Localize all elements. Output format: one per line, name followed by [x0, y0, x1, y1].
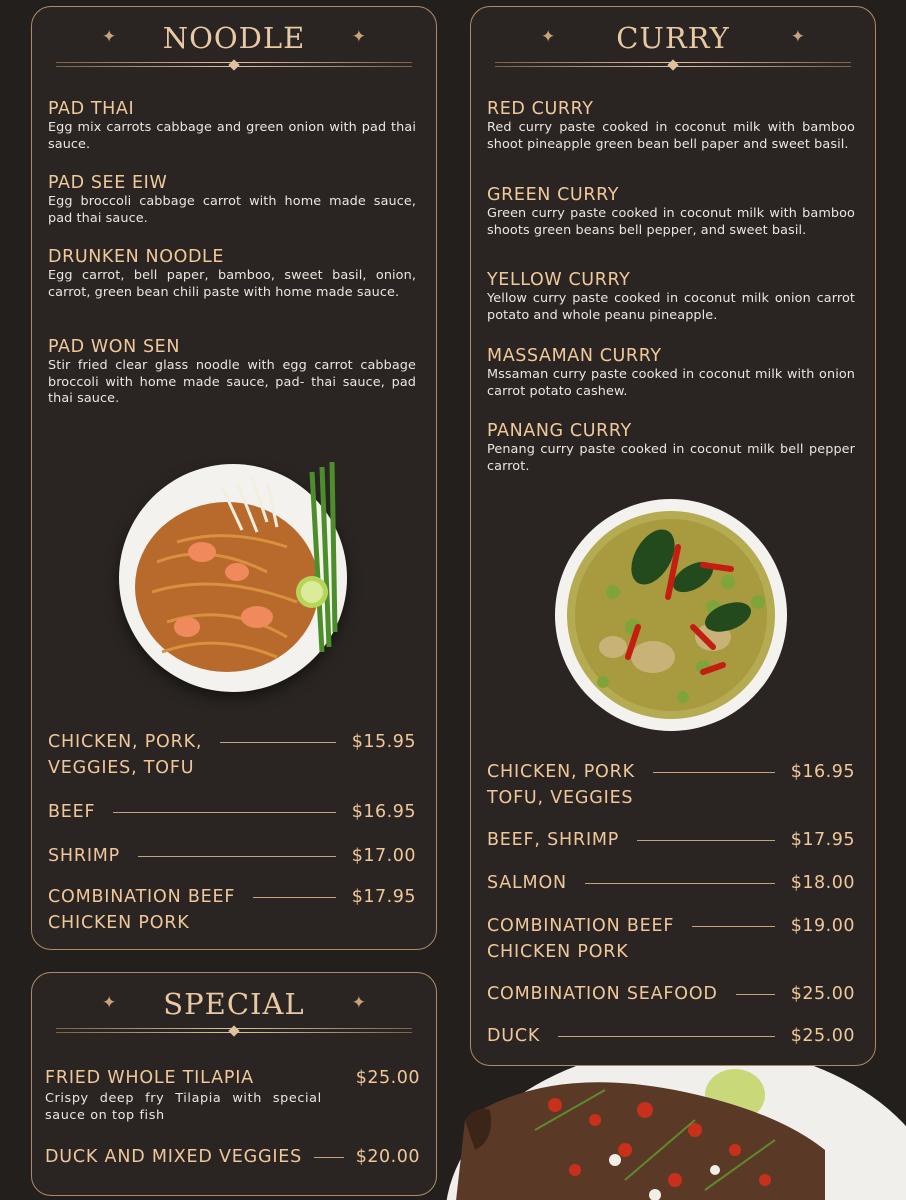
menu-item [48, 172, 416, 227]
price-row [48, 729, 416, 781]
price-row [487, 913, 855, 965]
sparkle-icon: ✦ [102, 27, 117, 47]
sparkle-icon: ✦ [351, 993, 366, 1013]
menu-item [48, 98, 416, 153]
sparkle-icon: ✦ [102, 993, 117, 1013]
curry-menu-panel [470, 6, 876, 1066]
dish-description: Penang curry paste cooked in coconut milk bell pepper carrot. [487, 442, 855, 474]
price-label: COMBINATION BEEF [48, 887, 236, 907]
leader-line [253, 897, 336, 898]
menu-item [48, 246, 416, 301]
price-label: FRIED WHOLE TILAPIA [45, 1068, 254, 1088]
dish-description: Mssaman curry paste cooked in coconut milk with onion carrot potato cashew. [487, 367, 855, 399]
leader-line [113, 812, 335, 813]
noodle-header [32, 7, 436, 79]
section-title: NOODLE [162, 21, 306, 55]
special-header [32, 973, 436, 1045]
menu-item [487, 345, 855, 400]
price-label: SALMON [487, 873, 567, 893]
price-row [487, 1023, 855, 1049]
sparkle-icon: ✦ [351, 27, 366, 47]
dish-name: RED CURRY [487, 99, 594, 119]
curry-header [471, 7, 875, 79]
menu-item [48, 336, 416, 408]
price-label: CHICKEN PORK [48, 913, 190, 933]
dish-description: Stir fried clear glass noodle with egg carrot cabbage broccoli with home made sauce, pad- thai sauce, pad thai sauce. [48, 358, 416, 406]
price-row [487, 870, 855, 896]
menu-item [487, 269, 855, 324]
leader-line [558, 1036, 775, 1037]
price-label: SHRIMP [48, 846, 121, 866]
ornamental-divider [56, 61, 412, 69]
ornamental-divider [495, 61, 851, 69]
dish-name: GREEN CURRY [487, 185, 620, 205]
price-value: $25.00 [790, 984, 855, 1004]
price-row [487, 827, 855, 853]
price-label: BEEF [48, 802, 96, 822]
price-label: CHICKEN, PORK [487, 762, 635, 782]
leader-line [220, 742, 336, 743]
menu-item [487, 420, 855, 475]
price-row [45, 1144, 420, 1170]
price-label: COMBINATION SEAFOOD [487, 984, 718, 1004]
price-value: $17.95 [790, 830, 855, 850]
price-value: $17.95 [351, 887, 416, 907]
price-row [487, 759, 855, 811]
price-value: $15.95 [351, 732, 416, 752]
noodle-menu-panel [31, 6, 437, 950]
price-row [487, 981, 855, 1007]
price-value: $16.95 [351, 802, 416, 822]
price-label: TOFU, VEGGIES [487, 788, 634, 808]
dish-description: Red curry paste cooked in coconut milk with bamboo shoot pineapple green bean bell paper and sweet basil. [487, 120, 855, 152]
price-label: CHICKEN PORK [487, 942, 629, 962]
leader-line [692, 926, 775, 927]
price-row [48, 884, 416, 936]
price-value: $17.00 [351, 846, 416, 866]
dish-name: MASSAMAN CURRY [487, 346, 662, 366]
dish-name: YELLOW CURRY [487, 270, 631, 290]
special-menu-panel [31, 972, 437, 1196]
leader-line [585, 883, 775, 884]
leader-line [736, 994, 775, 995]
price-label: DUCK [487, 1026, 541, 1046]
sparkle-icon: ✦ [541, 27, 556, 47]
price-label: COMBINATION BEEF [487, 916, 675, 936]
dish-name: DRUNKEN NOODLE [48, 247, 225, 267]
dish-name: PANANG CURRY [487, 421, 632, 441]
price-row [45, 1065, 420, 1124]
price-label: DUCK AND MIXED VEGGIES [45, 1147, 303, 1167]
price-value: $19.00 [790, 916, 855, 936]
price-row [48, 799, 416, 825]
dish-description: Green curry paste cooked in coconut milk with bamboo shoots green beans bell pepper, and sweet basil. [487, 206, 855, 238]
price-value: $25.00 [355, 1068, 420, 1088]
sparkle-icon: ✦ [790, 27, 805, 47]
leader-line [138, 856, 336, 857]
leader-line [314, 1157, 344, 1158]
price-label: CHICKEN, PORK, [48, 732, 203, 752]
menu-item [487, 184, 855, 239]
price-value: $20.00 [355, 1147, 420, 1167]
section-title: CURRY [616, 21, 730, 55]
pad-thai-image [117, 452, 357, 697]
dish-description: Egg mix carrots cabbage and green onion with pad thai sauce. [48, 120, 416, 152]
dish-name: PAD SEE EIW [48, 173, 168, 193]
dish-name: PAD WON SEN [48, 337, 181, 357]
dish-description: Egg carrot, bell paper, bamboo, sweet basil, onion, carrot, green bean chili paste with home made sauce. [48, 268, 416, 300]
leader-line [653, 772, 775, 773]
menu-item [487, 98, 855, 153]
section-title: SPECIAL [163, 987, 305, 1021]
price-value: $18.00 [790, 873, 855, 893]
dish-description: Egg broccoli cabbage carrot with home made sauce, pad thai sauce. [48, 194, 416, 226]
green-curry-image [553, 497, 789, 733]
price-label: VEGGIES, TOFU [48, 758, 195, 778]
dish-description: Yellow curry paste cooked in coconut milk onion carrot potato and whole peanu pineapple. [487, 291, 855, 323]
dish-name: PAD THAI [48, 99, 135, 119]
leader-line [637, 840, 775, 841]
price-value: $16.95 [790, 762, 855, 782]
price-value: $25.00 [790, 1026, 855, 1046]
price-label: BEEF, SHRIMP [487, 830, 620, 850]
price-row [48, 843, 416, 869]
dish-description: Crispy deep fry Tilapia with special sauce on top fish [45, 1091, 322, 1123]
ornamental-divider [56, 1027, 412, 1035]
